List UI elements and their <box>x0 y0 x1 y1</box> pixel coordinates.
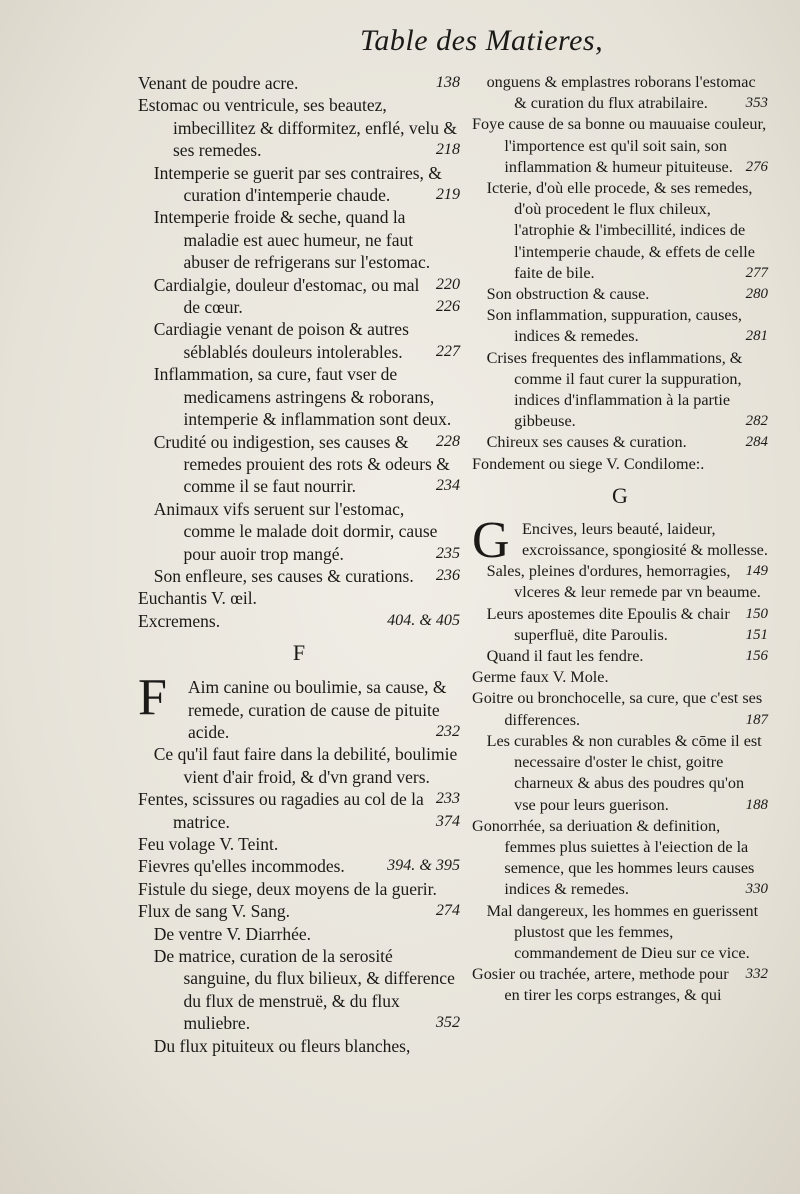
index-entry <box>138 94 460 161</box>
entry-page: 138 <box>435 74 460 91</box>
right-column <box>472 72 768 1007</box>
index-entry <box>472 646 768 667</box>
entry-text: Crudité ou indigestion, ses causes & remedes prouient des rots & odeurs & comme il se faut nourrir. <box>153 431 450 497</box>
entry-page: 276 <box>745 158 768 175</box>
entry-text: onguens & emplastres roborans l'estomac & curation du flux atrabilaire. <box>486 73 756 113</box>
entry-text: Intemperie se guerit par ses contraires, & curation d'intemperie chaude. <box>153 162 442 206</box>
entry-text: Chireux ses causes & curation. <box>486 433 687 452</box>
entry-text: De ventre V. Diarrhée. <box>153 923 312 944</box>
entry-page: 280 <box>745 286 768 303</box>
entry-page: 232 <box>435 722 460 740</box>
entry-page: 330 <box>745 881 768 898</box>
entry-text: Goitre ou bronchocelle, sa cure, que c'est ses differences. <box>472 689 763 729</box>
entry-page: 226 <box>435 298 460 316</box>
index-entry <box>138 1035 460 1057</box>
entry-text: Ce qu'il faut faire dans la debilité, boulimie vient d'air froid, & d'vn grand vers. <box>153 744 458 787</box>
index-entry <box>138 855 460 877</box>
index-entry <box>472 114 768 178</box>
entry-text: Encives, leurs beauté, laideur, excroissance, spongiosité & mollesse. <box>522 519 768 560</box>
entry-text: Les curables & non curables & cōme il est necessaire d'oster le chist, goitre charneux & abus des poudres qu'on vse pour leurs guerison. <box>486 731 762 814</box>
entry-text: Animaux vifs seruent sur l'estomac, comme le malade doit dormir, cause pour auoir trop mangé. <box>153 498 438 564</box>
index-entry <box>138 431 460 498</box>
left-column <box>138 72 460 1057</box>
entry-page: 149 <box>745 563 768 580</box>
entry-page: 277 <box>745 264 768 281</box>
entry-page: 220 <box>435 275 460 293</box>
index-entry <box>472 604 768 646</box>
index-entry <box>138 587 460 609</box>
entry-text: Euchantis V. œil. <box>138 588 257 609</box>
entry-text: Venant de poudre acre. <box>138 73 299 93</box>
entry-page: 274 <box>435 902 460 920</box>
entry-text: Inflammation, sa cure, faut vser de medicamens astringens & roborans, intemperie & inflammation sont deux. <box>153 364 452 430</box>
index-entry <box>472 305 768 347</box>
entry-text: Du flux pituiteux ou fleurs blanches, <box>153 1035 411 1056</box>
entry-page: 332 <box>745 966 768 983</box>
entry-text: Feu volage V. Teint. <box>138 834 279 854</box>
index-entry <box>472 454 768 475</box>
index-entry <box>472 901 768 983</box>
entry-text: Leurs apostemes dite Epoulis & chair superfluë, dite Paroulis. <box>486 604 730 644</box>
entry-text: Aim canine ou boulimie, sa cause, & remede, curation de cause de pituite acide. <box>188 677 447 742</box>
entry-page: 156 <box>745 648 768 665</box>
index-entry <box>138 318 460 363</box>
index-entry <box>472 432 768 453</box>
dropcap-entry-g <box>472 511 768 580</box>
entry-text: Fistule du siege, deux moyens de la guerir. <box>138 878 437 899</box>
entry-page: 218 <box>435 141 460 159</box>
index-entry <box>138 274 460 319</box>
index-entry <box>472 688 768 730</box>
entry-text: Gosier ou trachée, artere, methode pour en tirer les corps estranges, & qui <box>472 965 729 1005</box>
entry-text: Son inflammation, suppuration, causes, indices & remedes. <box>486 306 742 346</box>
left-entries <box>138 72 460 632</box>
entry-page: 187 <box>745 711 768 728</box>
entry-page: 233 <box>435 790 460 808</box>
entry-page: 188 <box>745 796 768 813</box>
entry-text: Fentes, scissures ou ragadies au col de la matrice. <box>138 789 424 832</box>
entry-text: Intemperie froide & seche, quand la maladie est auec humeur, ne faut abuser de refrigerans sur l'estomac. <box>153 207 431 273</box>
entry-page: 228 <box>435 432 460 450</box>
entry-text: Sales, pleines d'ordures, hemorragies, vlceres & leur remede par vn beaume. <box>486 562 761 602</box>
entry-text: Foye cause de sa bonne ou mauuaise couleur, l'importence est qu'il soit sain, son inflammation & humeur pituiteuse. <box>472 115 767 176</box>
index-entry <box>138 900 460 922</box>
entry-page: 234 <box>435 477 460 495</box>
entry-page: 353 <box>745 95 768 112</box>
right-entries <box>472 72 768 475</box>
entry-text: Mal dangereux, les hommes en guerissent plustost que les femmes, commandement de Dieu sur ce vice. <box>486 901 759 962</box>
entry-page: 374 <box>435 812 460 830</box>
index-entry <box>138 610 460 632</box>
entry-page: 236 <box>435 566 460 584</box>
index-entry <box>138 363 460 450</box>
index-entry <box>472 348 768 433</box>
index-entry <box>138 498 460 565</box>
index-entry <box>138 162 460 207</box>
entry-text: Son obstruction & cause. <box>486 285 650 304</box>
entry-text: Estomac ou ventricule, ses beautez, imbecillitez & difformitez, enflé, velu & ses remedes. <box>138 95 457 161</box>
index-entry <box>472 284 768 305</box>
entry-text: Crises frequentes des inflammations, & comme il faut curer la suppuration, indices d'inflammation à la partie gibbeuse. <box>486 348 743 431</box>
entry-page: 352 <box>435 1014 460 1032</box>
index-entry <box>472 667 768 688</box>
entry-page: 281 <box>745 328 768 345</box>
index-entry <box>138 923 460 945</box>
index-entry <box>472 72 768 114</box>
entry-page: 235 <box>435 544 460 562</box>
entry-text: Fondement ou siege V. Condilome:. <box>472 454 705 473</box>
entry-page: 284 <box>745 434 768 451</box>
index-entry <box>138 72 460 94</box>
entry-text: Son enfleure, ses causes & curations. <box>153 565 414 586</box>
g-entries <box>472 561 768 1006</box>
entry-text: Icterie, d'où elle procede, & ses remedes, d'où procedent le flux chileux, l'atrophie & l'imbecillité, indices de l'intemperie chaude, & effets de celle faite de bile. <box>486 179 755 282</box>
entry-text: De matrice, curation de la serosité sanguine, du flux bilieux, & difference du flux de menstruë, & du flux muliebre. <box>153 946 455 1034</box>
entry-page: 151 <box>745 626 768 643</box>
f-entries <box>138 743 460 1057</box>
index-entry <box>138 833 460 855</box>
entry-text: Gonorrhée, sa deriuation & definition, femmes plus suiettes à l'eiection de la semence, que les hommes leurs causes indices & remedes. <box>472 816 755 899</box>
entry-text: Germe faux V. Mole. <box>472 668 609 687</box>
section-letter-g: G <box>612 482 628 508</box>
entry-text: Excremens. <box>138 610 221 631</box>
entry-text: Fievres qu'elles incommodes. <box>138 856 345 877</box>
index-entry <box>138 743 460 808</box>
dropcap-g: G <box>472 511 510 569</box>
index-entry <box>138 206 460 293</box>
index-entry <box>472 731 768 816</box>
dropcap-f: F <box>138 669 167 727</box>
entry-page: 150 <box>745 605 768 622</box>
index-entry <box>472 816 768 901</box>
entry-page: 219 <box>435 186 460 204</box>
index-entry <box>138 565 460 587</box>
entry-text: Cardiagie venant de poison & autres séblablés douleurs intolerables. <box>153 319 409 362</box>
entry-text: Cardialgie, douleur d'estomac, ou mal de cœur. <box>153 274 420 318</box>
section-letter-f: F <box>292 640 306 666</box>
index-entry <box>472 178 768 284</box>
index-entry <box>138 788 460 833</box>
entry-text: Flux de sang V. Sang. <box>138 901 291 922</box>
entry-page: 404. & 405 <box>387 611 460 629</box>
index-entry <box>472 561 768 622</box>
dropcap-entry-f <box>138 669 460 743</box>
index-entry <box>472 964 768 1006</box>
entry-page: 394. & 395 <box>387 857 460 875</box>
entry-page: 282 <box>745 413 768 430</box>
index-entry <box>138 945 460 1035</box>
page-header: Table des Matieres, <box>360 24 604 57</box>
entry-page: 227 <box>435 342 460 360</box>
entry-text: Quand il faut les fendre. <box>486 647 644 666</box>
